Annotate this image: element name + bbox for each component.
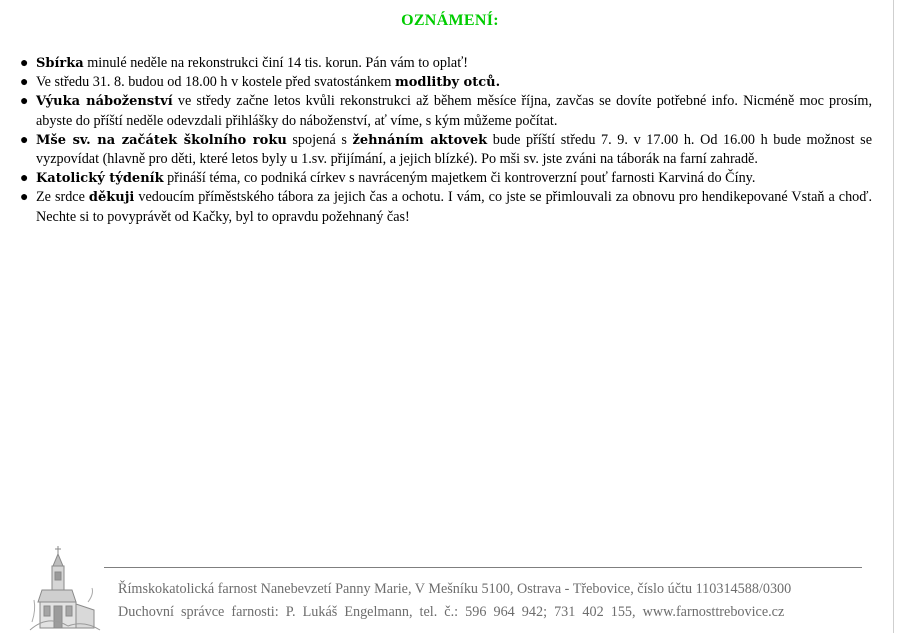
notice-highlight: Katolický týdeník [36, 171, 164, 187]
notice-text: bude příští středu 7. 9. v 17.00 h. Od 16.00 h bude možnost se vyzpovídat (hlavně pro děti, které letos byly u 1.sv. přijímání, a jejich blízké). Po mši sv. jste zváni na táborák na farní zahradě. [36, 131, 872, 168]
notice-text: vedoucím příměstského tábora za jejich čas a ochotu. I vám, co jste se přimlouvali za obnovu pro hendikepované Vstaň a choď. Nechte si to povyprávět od Kačky, byl to opravdu požehnaný čas! [36, 189, 872, 225]
notice-text: Ze srdce [36, 189, 89, 206]
notice-item [20, 188, 872, 226]
notice-item [20, 169, 872, 188]
notice-text: Ve středu 31. 8. budou od 18.00 h v kostele před svatostánkem [36, 74, 395, 91]
notice-list [20, 54, 872, 227]
notice-highlight: děkuji [88, 190, 135, 206]
notice-item [20, 73, 872, 92]
notice-highlight: Výuka náboženství [36, 94, 173, 110]
page-title: OZNÁMENÍ: [401, 12, 499, 29]
bullet-icon: ● [20, 171, 29, 187]
notice-text: ve středy začne letos kvůli rekonstrukci až během měsíce října, zavčas se dovíte potřebné info. Nicméně moc prosím, abyste do příští neděle odevzdali přihlášky do náboženství, ať víme, s kým můžeme počítat. [36, 93, 873, 129]
notice-highlight: Mše sv. na začátek školního roku [36, 132, 287, 148]
footer-divider [104, 567, 862, 568]
notice-highlight: Sbírka [36, 56, 84, 71]
footer-parish-info: Římskokatolická farnost Nanebevzetí Panny Marie, V Mešníku 5100, Ostrava - Třebovice, číslo účtu 110314588/0300 [118, 581, 792, 597]
bullet-icon: ● [20, 190, 29, 206]
notice-text: spojená s [286, 131, 353, 148]
footer-contact-info: Duchovní správce farnosti: P. Lukáš Engelmann, tel. č.: 596 964 942; 731 402 155, www.farnosttrebovice.cz [118, 604, 785, 620]
notice-item [20, 131, 872, 169]
bullet-icon: ● [20, 94, 29, 110]
notice-highlight: modlitby otců. [394, 75, 501, 91]
church-logo-icon [28, 544, 102, 632]
bullet-icon: ● [20, 75, 29, 91]
notice-text: minulé neděle na rekonstrukci činí 14 tis. korun. Pán vám to oplať! [83, 55, 469, 71]
page-border [893, 0, 894, 633]
notice-item [20, 54, 872, 73]
notice-text: přináší téma, co podniká církev s navráceným majetkem či kontroverzní pouť farnosti Karviná do Číny. [163, 170, 756, 187]
bullet-icon: ● [20, 56, 29, 71]
notice-item [20, 92, 872, 130]
bullet-icon: ● [20, 132, 29, 148]
notice-highlight: žehnáním aktovek [352, 132, 488, 148]
